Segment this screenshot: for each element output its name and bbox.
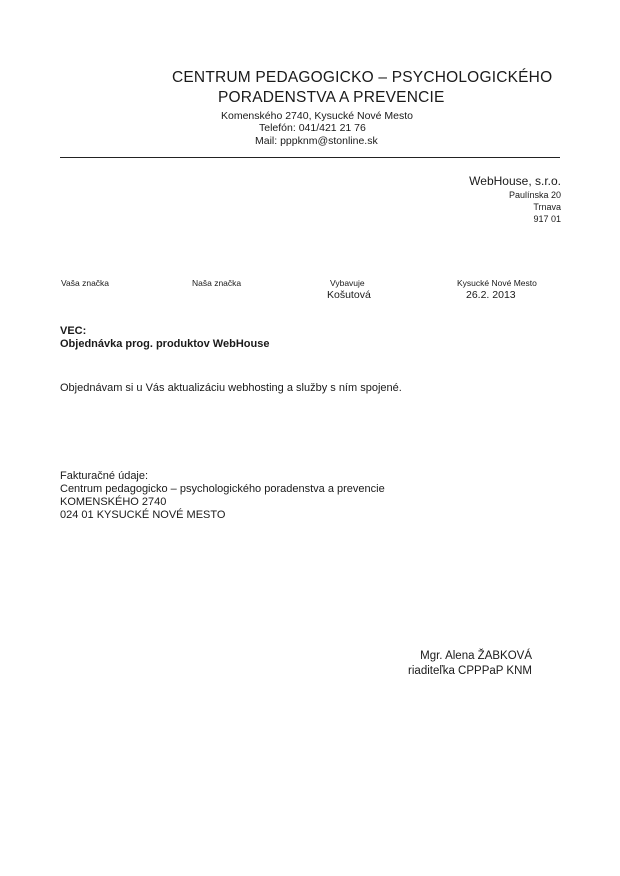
subject-label: VEC:	[60, 325, 87, 337]
billing-line1: Centrum pedagogicko – psychologického poradenstva a prevencie	[60, 483, 385, 495]
place-label: Kysucké Nové Mesto	[457, 278, 537, 288]
signature-title: riaditeľka CPPPaP KNM	[408, 665, 532, 677]
billing-line3: 024 01 KYSUCKÉ NOVÉ MESTO	[60, 509, 226, 521]
letterhead-divider	[60, 157, 560, 158]
our-reference-label: Naša značka	[192, 278, 242, 288]
organization-address: Komenského 2740, Kysucké Nové Mesto	[221, 110, 414, 122]
letter-body: Objednávam si u Vás aktualizáciu webhosting a služby s ním spojené.	[60, 382, 402, 394]
organization-phone: Telefón: 041/421 21 76	[259, 122, 366, 134]
recipient-city: Trnava	[533, 202, 561, 212]
handler-label: Vybavuje	[330, 278, 365, 288]
organization-mail: Mail: pppknm@stonline.sk	[255, 135, 378, 147]
billing-line2: KOMENSKÉHO 2740	[60, 496, 167, 508]
recipient-zip: 917 01	[533, 214, 561, 224]
recipient-name: WebHouse, s.r.o.	[469, 174, 561, 188]
billing-label: Fakturačné údaje:	[60, 470, 149, 482]
letter-date: 26.2. 2013	[466, 289, 516, 301]
handler-value: Košutová	[327, 289, 371, 301]
recipient-street: Paulínska 20	[508, 190, 561, 200]
organization-name-line2: PORADENSTVA A PREVENCIE	[218, 89, 445, 106]
organization-name-line1: CENTRUM PEDAGOGICKO – PSYCHOLOGICKÉHO	[172, 69, 553, 86]
subject-text: Objednávka prog. produktov WebHouse	[60, 338, 270, 350]
signature-name: Mgr. Alena ŽABKOVÁ	[420, 650, 532, 662]
your-reference-label: Vaša značka	[61, 278, 110, 288]
